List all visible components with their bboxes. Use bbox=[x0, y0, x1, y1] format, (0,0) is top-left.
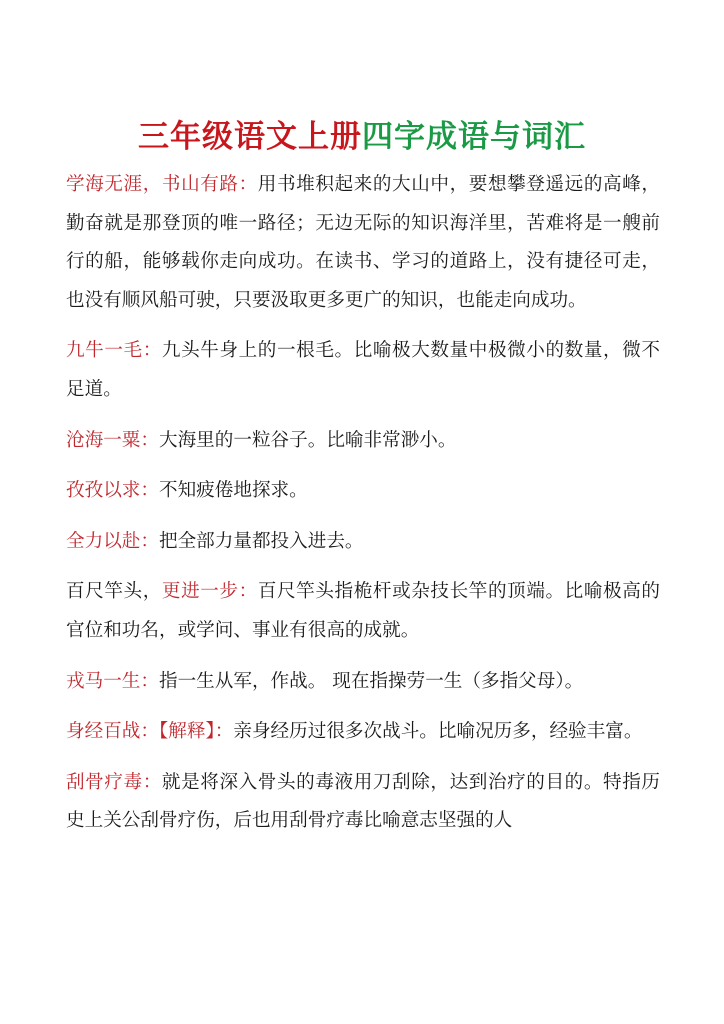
idiom-definition: 指一生从军，作战。 现在指操劳一生（多指父母）。 bbox=[158, 670, 584, 692]
idiom-definition: 用书堆积起来的大山中，要想攀登遥远的高峰，勤奋就是那登顶的唯一路径；无边无际的知识海洋里，苦难将是一艘前行的船，能够载你走向成功。在读书、学习的道路上，没有捷径可走，也没有顺风船可驶，只要汲取更多更广的知识，也能走向成功。 bbox=[66, 174, 660, 311]
idiom-entry-4 bbox=[66, 472, 660, 511]
idiom-definition: 百尺竿头指桅杆或杂技长竿的顶端。比喻极高的官位和功名，或学问、事业有很高的成就。 bbox=[66, 581, 660, 641]
page-title bbox=[0, 117, 724, 157]
idiom-entry-1 bbox=[66, 166, 660, 320]
idiom-term: 全力以赴： bbox=[66, 530, 159, 552]
idiom-entry-2 bbox=[66, 332, 660, 409]
idiom-definition: 不知疲倦地探求。 bbox=[158, 480, 308, 502]
idiom-term: 学海无涯，书山有路： bbox=[66, 174, 258, 195]
idiom-term: 戎马一生： bbox=[66, 670, 159, 692]
idiom-definition: 亲身经历过很多次战斗。比喻况历多，经验丰富。 bbox=[233, 721, 643, 743]
idiom-term: 刮骨疗毒： bbox=[66, 771, 162, 793]
idiom-entry-9 bbox=[66, 764, 660, 841]
idiom-definition: 把全部力量都投入进去。 bbox=[158, 530, 364, 552]
idiom-term: 更进一步： bbox=[161, 581, 258, 603]
idiom-list bbox=[66, 166, 660, 853]
idiom-term: 孜孜以求： bbox=[66, 480, 159, 502]
title-green-part: 四字成语与词汇 bbox=[362, 118, 586, 155]
title-red-part: 三年级语文上册 bbox=[138, 118, 362, 155]
idiom-entry-5 bbox=[66, 523, 660, 562]
idiom-term: 沧海一粟： bbox=[66, 429, 159, 451]
idiom-entry-6 bbox=[66, 573, 660, 650]
idiom-definition: 大海里的一粒谷子。比喻非常渺小。 bbox=[158, 429, 457, 451]
idiom-definition: 九头牛身上的一根毛。比喻极大数量中极微小的数量，微不足道。 bbox=[66, 340, 660, 400]
idiom-entry-8 bbox=[66, 713, 660, 752]
idiom-entry-7 bbox=[66, 663, 660, 702]
idiom-term: 身经百战：【解释】： bbox=[66, 721, 234, 743]
entry-prefix: 百尺竿头， bbox=[66, 581, 162, 603]
idiom-entry-3 bbox=[66, 422, 660, 461]
idiom-term: 九牛一毛： bbox=[66, 340, 162, 362]
idiom-definition: 就是将深入骨头的毒液用刀刮除，达到治疗的目的。特指历史上关公刮骨疗伤，后也用刮骨疗毒比喻意志坚强的人 bbox=[66, 771, 660, 832]
